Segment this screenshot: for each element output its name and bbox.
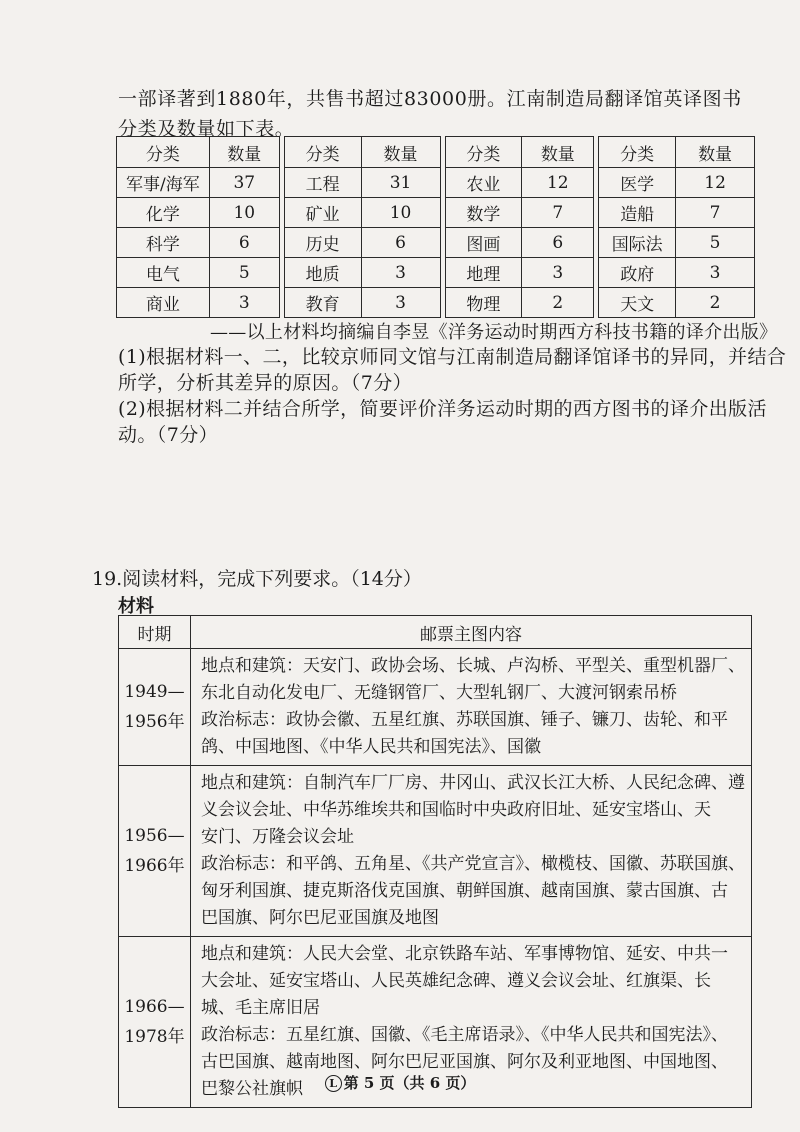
period-start: 1966—: [124, 997, 185, 1017]
count-cell: 5: [209, 258, 279, 288]
content-line: 巴国旗、阿尔巴尼亚国旗及地图: [201, 908, 439, 928]
table-row: [284, 198, 440, 228]
content-line: 义会议会址、中华苏维埃共和国临时中央政府旧址、延安宝塔山、天: [201, 800, 711, 820]
table-row: [119, 649, 752, 766]
header-period: 时期: [119, 616, 191, 649]
paper-version-circle: L: [325, 1075, 342, 1092]
content-line: 古巴国旗、越南地图、阿尔巴尼亚国旗、阿尔及利亚地图、中国地图、: [201, 1052, 728, 1072]
page-number: 第 5 页（共 6 页）: [343, 1074, 476, 1092]
classification-table-group-4: [598, 136, 755, 318]
count-cell: 31: [361, 168, 440, 198]
content-line: 城、毛主席旧居: [201, 998, 320, 1018]
table-row: [117, 198, 280, 228]
table-row: [284, 168, 440, 198]
count-cell: 12: [676, 168, 755, 198]
intro-paragraph: 一部译著到1880年，共售书超过83000册。江南制造局翻译馆英译图书分类及数量如下表。: [118, 88, 742, 140]
category-cell: 地理: [445, 258, 522, 288]
header-count: 数量: [209, 137, 279, 168]
category-cell: 军事/海军: [117, 168, 210, 198]
period-end: 1978年: [124, 1027, 185, 1047]
header-category: 分类: [117, 137, 210, 168]
content-cell: [191, 649, 752, 766]
classification-table-group-1: [116, 136, 280, 318]
category-cell: 化学: [117, 198, 210, 228]
table-row: [119, 766, 752, 937]
count-cell: 5: [676, 228, 755, 258]
table-row: [117, 288, 280, 318]
count-cell: 6: [209, 228, 279, 258]
content-line: 政治标志：政协会徽、五星红旗、苏联国旗、锤子、镰刀、齿轮、和平: [201, 710, 728, 730]
header-stamp-content: 邮票主图内容: [191, 616, 752, 649]
table-row: [445, 258, 594, 288]
table-row: [445, 288, 594, 318]
table-row: [284, 258, 440, 288]
question-1-line-2: 所学，分析其差异的原因。（7分）: [118, 372, 412, 394]
count-cell: 7: [522, 198, 594, 228]
content-line: 安门、万隆会议会址: [201, 827, 354, 847]
category-cell: 教育: [284, 288, 361, 318]
table-row: [599, 168, 755, 198]
content-line: 巴黎公社旗帜: [201, 1079, 303, 1099]
header-count: 数量: [676, 137, 755, 168]
period-end: 1956年: [124, 712, 185, 732]
table-row: [445, 168, 594, 198]
category-cell: 物理: [445, 288, 522, 318]
category-cell: 矿业: [284, 198, 361, 228]
table-row: [284, 288, 440, 318]
period-cell: [119, 649, 191, 766]
count-cell: 10: [209, 198, 279, 228]
page-footer: [0, 1072, 800, 1093]
content-line: 政治标志：和平鸽、五角星、《共产党宣言》、橄榄枝、国徽、苏联国旗、: [201, 854, 745, 874]
header-category: 分类: [284, 137, 361, 168]
source-citation: ——以上材料均摘编自李昱《洋务运动时期西方科技书籍的译介出版》: [210, 322, 778, 343]
table-row: [599, 198, 755, 228]
count-cell: 3: [361, 288, 440, 318]
count-cell: 2: [676, 288, 755, 318]
table-row: [445, 228, 594, 258]
content-line: 东北自动化发电厂、无缝钢管厂、大型轧钢厂、大渡河钢索吊桥: [201, 683, 677, 703]
period-cell: [119, 766, 191, 937]
table-row: [599, 258, 755, 288]
question-2-line-1: (2)根据材料二并结合所学，简要评价洋务运动时期的西方图书的译介出版活: [118, 398, 767, 420]
period-end: 1966年: [124, 856, 185, 876]
count-cell: 6: [361, 228, 440, 258]
classification-table-group-2: [284, 136, 441, 318]
count-cell: 6: [522, 228, 594, 258]
table-row: [599, 288, 755, 318]
question-19-prompt: 19.阅读材料，完成下列要求。（14分）: [92, 568, 422, 590]
classification-table: [116, 136, 755, 317]
question-2-line-2: 动。（7分）: [118, 424, 218, 446]
category-cell: 政府: [599, 258, 676, 288]
count-cell: 3: [522, 258, 594, 288]
count-cell: 3: [676, 258, 755, 288]
table-row: [445, 198, 594, 228]
category-cell: 商业: [117, 288, 210, 318]
category-cell: 科学: [117, 228, 210, 258]
category-cell: 图画: [445, 228, 522, 258]
count-cell: 12: [522, 168, 594, 198]
content-line: 地点和建筑：自制汽车厂厂房、井冈山、武汉长江大桥、人民纪念碑、遵: [201, 773, 745, 793]
table-row: [117, 168, 280, 198]
count-cell: 3: [361, 258, 440, 288]
content-cell: [191, 766, 752, 937]
classification-table-group-3: [445, 136, 595, 318]
table-row: [599, 228, 755, 258]
content-line: 政治标志：五星红旗、国徽、《毛主席语录》、《中华人民共和国宪法》、: [201, 1025, 728, 1045]
count-cell: 37: [209, 168, 279, 198]
category-cell: 造船: [599, 198, 676, 228]
category-cell: 医学: [599, 168, 676, 198]
content-line: 地点和建筑：人民大会堂、北京铁路车站、军事博物馆、延安、中共一: [201, 944, 728, 964]
material-label: 材料: [118, 596, 154, 617]
category-cell: 地质: [284, 258, 361, 288]
category-cell: 数学: [445, 198, 522, 228]
stamp-table: [118, 615, 752, 1108]
category-cell: 国际法: [599, 228, 676, 258]
table-row: [117, 228, 280, 258]
question-1-line-1: (1)根据材料一、二，比较京师同文馆与江南制造局翻译馆译书的异同，并结合: [118, 346, 787, 368]
content-line: 鸽、中国地图、《中华人民共和国宪法》、国徽: [201, 737, 541, 757]
content-line: 大会址、延安宝塔山、人民英雄纪念碑、遵义会议会址、红旗渠、长: [201, 971, 711, 991]
count-cell: 3: [209, 288, 279, 318]
period-start: 1956—: [124, 826, 185, 846]
table-row: [117, 258, 280, 288]
table-row: [284, 228, 440, 258]
category-cell: 电气: [117, 258, 210, 288]
header-category: 分类: [445, 137, 522, 168]
header-count: 数量: [522, 137, 594, 168]
category-cell: 天文: [599, 288, 676, 318]
count-cell: 7: [676, 198, 755, 228]
count-cell: 10: [361, 198, 440, 228]
header-count: 数量: [361, 137, 440, 168]
category-cell: 农业: [445, 168, 522, 198]
category-cell: 工程: [284, 168, 361, 198]
content-line: 匈牙利国旗、捷克斯洛伐克国旗、朝鲜国旗、越南国旗、蒙古国旗、古: [201, 881, 728, 901]
content-line: 地点和建筑：天安门、政协会场、长城、卢沟桥、平型关、重型机器厂、: [201, 656, 745, 676]
category-cell: 历史: [284, 228, 361, 258]
header-category: 分类: [599, 137, 676, 168]
count-cell: 2: [522, 288, 594, 318]
period-start: 1949—: [124, 682, 185, 702]
